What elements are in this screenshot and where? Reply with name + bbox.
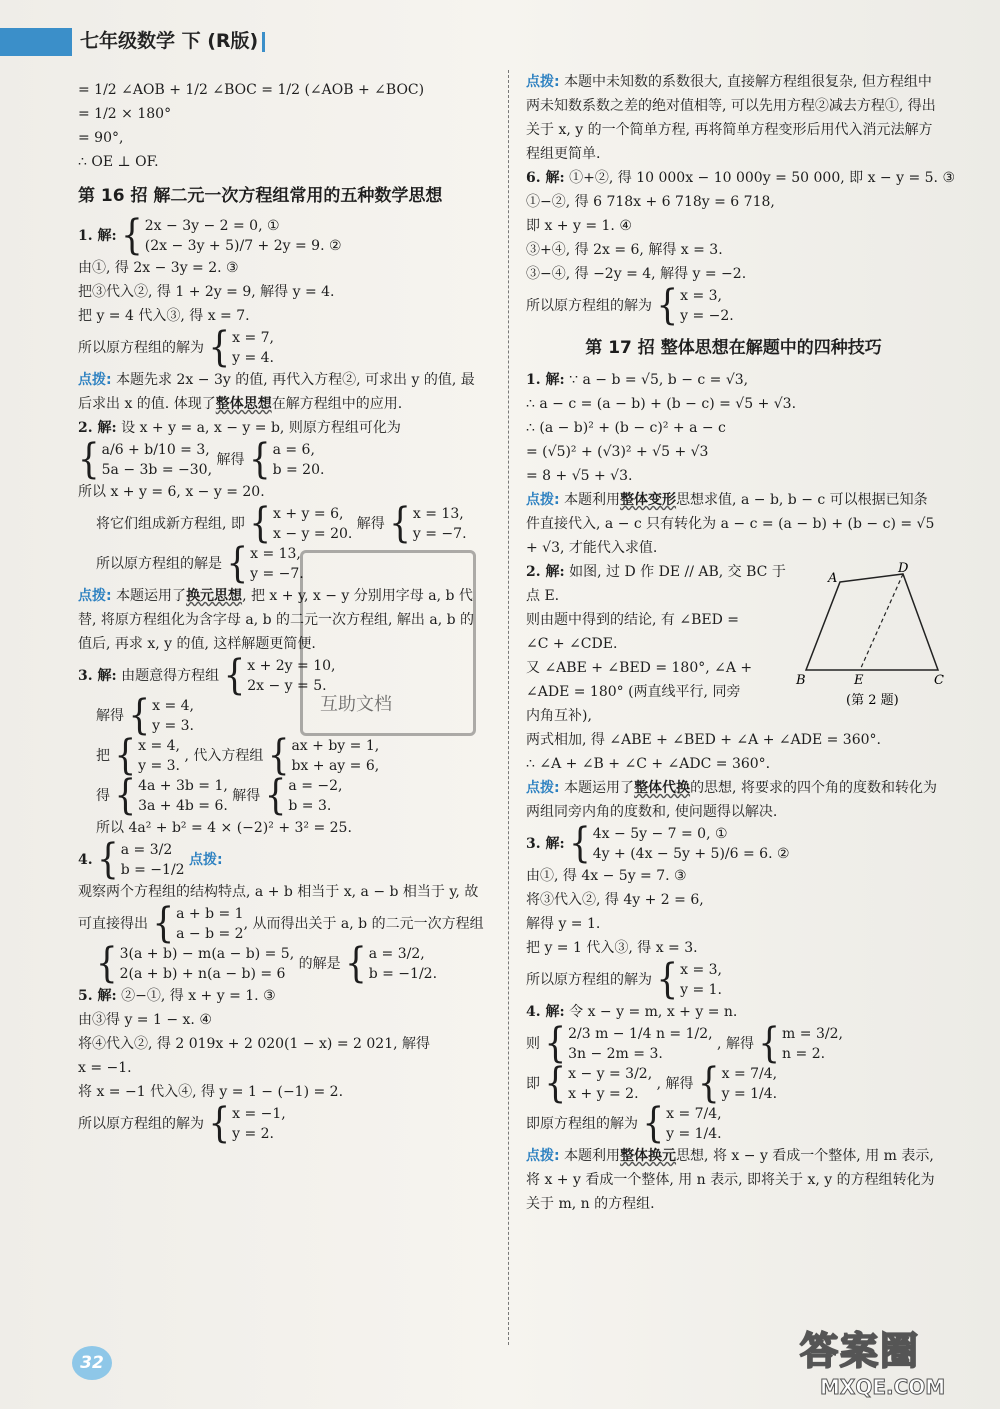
solution-value: b = −1/2. <box>368 966 438 982</box>
solution-value: x = 13, <box>412 506 464 522</box>
solution-value: b = 20. <box>272 462 325 478</box>
answer-line <box>526 282 941 330</box>
problem-6 <box>526 166 956 190</box>
answer-value: y = 1. <box>680 982 722 998</box>
answer-system: { x = 7/4, y = 1/4. <box>642 1100 722 1148</box>
tip-label: 点拨: <box>189 852 223 868</box>
solution-value: a = 3/2 <box>120 842 173 858</box>
tip-label: 点拨: <box>526 780 560 796</box>
problem-1 <box>78 212 488 260</box>
problem-label: 3. 解: <box>526 836 565 852</box>
solution-system: { a = −2, b = 3. <box>264 772 343 820</box>
equation-system: { 2x − 3y − 2 = 0, ① (2x − 3y + 5)/7 + 2y = 9. ② <box>121 212 342 260</box>
tip-text: 观察两个方程组的结构特点, a + b 相当于 x, a − b 相当于 y, 故可直接得出 <box>78 884 479 932</box>
solution-line: ∠ADE = 180° (两直线平行, 同旁 <box>526 684 741 700</box>
problem-label: 1. 解: <box>526 372 565 388</box>
tip-text: , 把 x + y, x − y 分别用字母 a, b 代替, 将原方程组化为含字母 a, b 的二元一次方程组, 解出 a, b 的值后, 再求 x, y 的值, 这样解题更简便. <box>78 588 475 652</box>
tip-text: 本题运用了 <box>564 780 635 796</box>
tip-emphasis: 整体思想 <box>215 396 272 412</box>
logo-text: 答案圈 <box>800 1329 921 1373</box>
answer-system: { x = 7, y = 4. <box>208 324 274 372</box>
solution-line: 如图, 过 D 作 DE // AB, 交 BC 于点 E. <box>526 564 786 604</box>
equation: 4y + (4x − 5y + 5)/6 = 6. ② <box>592 846 790 862</box>
equation: a + b = 1 <box>176 906 244 922</box>
solution-value: y = 3. <box>138 758 180 774</box>
trapezoid-figure <box>798 562 948 712</box>
solution-system: { x = 13, y = −7. <box>389 500 467 548</box>
tip-block <box>526 776 941 824</box>
solution-value: x = 4, <box>152 698 194 714</box>
solution-line: ③−④, 得 −2y = 4, 解得 y = −2. <box>526 266 747 282</box>
solution-value: b = 3. <box>288 798 332 814</box>
header-accent-bar <box>0 28 72 56</box>
tip-label: 点拨: <box>78 372 112 388</box>
problem-5 <box>78 984 488 1008</box>
solution-line: 由③得 y = 1 − x. ④ <box>78 1012 212 1028</box>
solution-line: 则由题中得到的结论, 有 ∠BED = <box>526 612 739 628</box>
solution-word: 则 <box>526 1036 540 1052</box>
solution-line: 令 x − y = m, x + y = n. <box>569 1004 738 1020</box>
equation-line <box>78 940 488 988</box>
solution-value: x = 7/4, <box>721 1066 778 1082</box>
equation: 4a + 3b = 1, <box>138 778 228 794</box>
solution-line: 将④代入②, 得 2 019x + 2 020(1 − x) = 2 021, 解得 <box>78 1036 431 1052</box>
equation-line <box>78 732 488 780</box>
page-number: 32 <box>72 1346 112 1380</box>
tip-text: 的解是 <box>298 956 341 972</box>
problem-1 <box>526 368 941 392</box>
solution-system: { a = 3/2, b = −1/2. <box>345 940 438 988</box>
equation-system: { 4a + 3b = 1, 3a + 4b = 6. <box>114 772 228 820</box>
tip-emphasis: 整体代换 <box>634 780 691 796</box>
equation-system: { ax + by = 1, bx + ay = 6, <box>267 732 380 780</box>
point-label-b: B <box>796 673 806 688</box>
solution-system: { a = 6, b = 20. <box>248 436 325 484</box>
solution-line: 由①, 得 4x − 5y = 7. ③ <box>526 868 687 884</box>
header-title: 七年级数学 下 (R版) <box>80 30 259 52</box>
equation-line <box>78 436 488 484</box>
tip-text: , 从而得出关于 a, b 的二元一次方程组 <box>243 916 484 932</box>
column-divider <box>508 70 509 1345</box>
solution-system: { a = 3/2 b = −1/2 <box>97 836 185 884</box>
equation-line <box>78 500 488 548</box>
tip-emphasis: 换元思想 <box>186 588 243 604</box>
solution-value: y = 1/4. <box>721 1086 778 1102</box>
solution-system: { x = 4, y = 3. <box>114 732 180 780</box>
solution-value: n = 2. <box>782 1046 826 1062</box>
intro-line: ∴ OE ⊥ OF. <box>78 154 159 170</box>
solution-value: y = 3. <box>152 718 194 734</box>
answer-value: y = −2. <box>680 308 734 324</box>
equation: x + y = 6, <box>273 506 344 522</box>
tip-text: 本题先求 2x − 3y 的值, 再代入方程②, 可求出 y 的值, 最后求出 x 的值. 体现了 <box>78 372 475 412</box>
solution-value: y = −7. <box>412 526 467 542</box>
solution-system: { x = 7/4, y = 1/4. <box>697 1060 778 1108</box>
point-label-d: D <box>898 561 909 576</box>
solution-value: a = 6, <box>272 442 315 458</box>
solution-line: ①−②, 得 6 718x + 6 718y = 6 718, <box>526 194 775 210</box>
answer-value: y = 1/4. <box>666 1126 722 1142</box>
answer-value: x = 13, <box>250 546 301 562</box>
page-header <box>80 26 265 53</box>
problem-label: 5. 解: <box>78 988 117 1004</box>
equation: 3(a + b) − m(a − b) = 5, <box>119 946 295 962</box>
answer-prefix: 所以原方程组的解为 <box>78 340 204 356</box>
solution-line: = 8 + √5 + √3. <box>526 468 633 484</box>
tip-block <box>526 70 941 166</box>
equation-line <box>526 1060 941 1108</box>
solution-value: a = −2, <box>288 778 343 794</box>
answer-prefix: 所以原方程组的解为 <box>78 1116 204 1132</box>
problem-3 <box>526 820 941 868</box>
equation-line <box>526 1020 941 1068</box>
tip-text: 本题利用 <box>564 492 621 508</box>
problem-label: 3. 解: <box>78 668 117 684</box>
tip-block <box>78 368 488 416</box>
equation-system: { x − y = 3/2, x + y = 2. <box>544 1060 653 1108</box>
equation: x − y = 20. <box>273 526 353 542</box>
equation: a/6 + b/10 = 3, <box>101 442 210 458</box>
equation: 2(a + b) + n(a − b) = 6 <box>119 966 286 982</box>
equation: 3a + 4b = 6. <box>138 798 228 814</box>
equation: 3n − 2m = 3. <box>568 1046 663 1062</box>
answer-value: y = 4. <box>232 350 274 366</box>
solution-line: ③+④, 得 2x = 6, 解得 x = 3. <box>526 242 723 258</box>
solution-value: b = −1/2 <box>120 862 185 878</box>
answer-prefix: 所以原方程组的解为 <box>526 972 652 988</box>
tip-label: 点拨: <box>78 588 112 604</box>
solution-line: ∠C + ∠CDE. <box>526 636 618 652</box>
solution-line: ∴ ∠A + ∠B + ∠C + ∠ADC = 360°. <box>526 756 771 772</box>
tip-label: 点拨: <box>526 74 560 90</box>
solution-line: 把③代入②, 得 1 + 2y = 9, 解得 y = 4. <box>78 284 335 300</box>
problem-4 <box>526 1000 941 1024</box>
equation: x − y = 3/2, <box>568 1066 653 1082</box>
answer-system: { x = 13, y = −7. <box>226 540 304 588</box>
equation: bx + ay = 6, <box>291 758 380 774</box>
solution-line: ∴ (a − b)² + (b − c)² + a − c <box>526 420 726 436</box>
solution-line: ①+②, 得 10 000x − 10 000y = 50 000, 即 x − y = 5. ③ <box>569 170 956 186</box>
equation-system: { a + b = 1 a − b = 2 <box>152 900 244 948</box>
solution-line: 将 x = −1 代入④, 得 y = 1 − (−1) = 2. <box>78 1084 344 1100</box>
problem-label: 2. 解: <box>78 420 117 436</box>
equation: 5a − 3b = −30, <box>101 462 213 478</box>
equation: x + y = 2. <box>568 1086 639 1102</box>
answer-value: x = 3, <box>680 288 722 304</box>
solution-line: = (√5)² + (√3)² + √5 + √3 <box>526 444 709 460</box>
tip-label: 点拨: <box>526 1148 560 1164</box>
problem-4 <box>78 836 488 884</box>
section-title-17: 第 17 招 整体思想在解题中的四种技巧 <box>585 338 882 358</box>
equation: ax + by = 1, <box>291 738 380 754</box>
tip-block <box>78 880 488 948</box>
solution-line: ∴ a − c = (a − b) + (b − c) = √5 + √3. <box>526 396 797 412</box>
answer-value: x = 3, <box>680 962 722 978</box>
section-title-16: 第 16 招 解二元一次方程组常用的五种数学思想 <box>78 186 443 206</box>
solution-system: { m = 3/2, n = 2. <box>758 1020 843 1068</box>
solved-word: 解得 <box>216 452 245 468</box>
dashed-line-de <box>860 574 903 670</box>
tip-label: 点拨: <box>526 492 560 508</box>
equation: x + 2y = 10, <box>247 658 336 674</box>
answer-system: { x = 3, y = 1. <box>656 956 722 1004</box>
solution-word: 把 <box>96 748 110 764</box>
equation: 2x − 3y − 2 = 0, ① <box>144 218 280 234</box>
equation: (2x − 3y + 5)/7 + 2y = 9. ② <box>144 238 342 254</box>
tip-block <box>526 1144 941 1216</box>
solution-line: 把 y = 1 代入③, 得 x = 3. <box>526 940 698 956</box>
solution-line: 将它们组成新方程组, 即 <box>96 516 245 532</box>
equation: 2x − y = 5. <box>247 678 327 694</box>
site-logo <box>800 1320 990 1400</box>
equation: 4x − 5y − 7 = 0, ① <box>592 826 728 842</box>
solution-line: ②−①, 得 x + y = 1. ③ <box>121 988 276 1004</box>
point-label-a: A <box>828 571 838 586</box>
tip-text: 本题利用 <box>564 1148 621 1164</box>
tip-text: 思想, 将 x − y 看成一个整体, 用 m 表示, 将 x + y 看成一个整体, 用 n 表示, 即将关于 x, y 的方程组转化为关于 m, n 的方程组. <box>526 1148 935 1212</box>
solution-word: , 代入方程组 <box>184 748 264 764</box>
solved-word: , 解得 <box>656 1076 694 1092</box>
solution-line: 把 y = 4 代入③, 得 x = 7. <box>78 308 250 324</box>
answer-prefix: 即原方程组的解为 <box>526 1116 638 1132</box>
equation-system: { 4x − 5y − 7 = 0, ① 4y + (4x − 5y + 5)/6 = 6. ② <box>569 820 790 868</box>
solution-system: { x = 4, y = 3. <box>128 692 194 740</box>
answer-line <box>78 324 488 372</box>
logo-url: MXQE.COM <box>820 1375 946 1399</box>
tip-text: 思想求值, a − b, b − c 可以根据已知条件直接代入, a − c 只有转化为 a − c = (a − b) + (b − c) = √5 + √3, 才能代入求值. <box>526 492 935 556</box>
tip-block <box>526 488 941 560</box>
answer-value: y = 2. <box>232 1126 274 1142</box>
solution-line: 两式相加, 得 ∠ABE + ∠BED + ∠A + ∠ADE = 360°. <box>526 732 881 748</box>
answer-value: x = −1, <box>232 1106 286 1122</box>
solution-line: 由题意得方程组 <box>121 668 220 684</box>
trapezoid-shape <box>806 574 938 670</box>
solution-value: a = 3/2, <box>368 946 425 962</box>
solution-line: 由①, 得 2x − 3y = 2. ③ <box>78 260 239 276</box>
problem-2-text <box>526 560 796 728</box>
solution-line: 所以 x + y = 6, x − y = 20. <box>78 484 265 500</box>
solution-line: 内角互补), <box>526 708 592 724</box>
tip-emphasis: 整体换元 <box>620 1148 677 1164</box>
solved-word: , 解得 <box>717 1036 754 1052</box>
solution-line: 所以 4a² + b² = 4 × (−2)² + 3² = 25. <box>96 820 352 836</box>
tip-text: 本题运用了 <box>116 588 187 604</box>
equation-system: { a/6 + b/10 = 3, 5a − 3b = −30, <box>78 436 213 484</box>
answer-system: { x = 3, y = −2. <box>656 282 734 330</box>
solution-line: 即 x + y = 1. ④ <box>526 218 632 234</box>
equation-system: { 2/3 m − 1/4 n = 1/2, 3n − 2m = 3. <box>544 1020 713 1068</box>
solution-word: 即 <box>526 1076 540 1092</box>
solved-word: 解得 <box>356 516 385 532</box>
equation-system: { 3(a + b) − m(a − b) = 5, 2(a + b) + n(a − b) = 6 <box>96 940 295 988</box>
answer-line <box>78 1100 488 1148</box>
solution-line: x = −1. <box>78 1060 132 1076</box>
solution-value: x = 4, <box>138 738 180 754</box>
tip-text: 的思想, 将要求的四个角的度数和转化为两组同旁内角的度数和, 使问题得以解决. <box>526 780 937 820</box>
solution-line: 解得 y = 1. <box>526 916 601 932</box>
point-label-e: E <box>854 673 864 688</box>
watermark-text: 互助文档 <box>320 694 392 715</box>
equation: a − b = 2 <box>176 926 244 942</box>
problem-2 <box>78 416 488 440</box>
solution-value: m = 3/2, <box>782 1026 843 1042</box>
equation-system: { x + 2y = 10, 2x − y = 5. <box>223 652 336 700</box>
point-label-c: C <box>934 673 944 688</box>
tip-text: 在解方程组中的应用. <box>271 396 403 412</box>
solution-line: 设 x + y = a, x − y = b, 则原方程组可化为 <box>121 420 401 436</box>
equation-line <box>78 772 488 820</box>
solution-line: ∵ a − b = √5, b − c = √3, <box>569 372 749 388</box>
problem-label: 4. <box>78 852 93 868</box>
intro-line: = 90°, <box>78 130 124 146</box>
header-divider <box>262 32 265 52</box>
tip-text: 本题中未知数的系数很大, 直接解方程组很复杂, 但方程组中两未知数系数之差的绝对值相等, 可以先用方程②减去方程①, 得出关于 x, y 的一个简单方程, 再将简单方程变形后用代入消元法解方程组更简单. <box>526 74 936 162</box>
intro-line: = 1/2 × 180° <box>78 106 172 122</box>
answer-value: x = 7/4, <box>666 1106 722 1122</box>
answer-system: { x = −1, y = 2. <box>208 1100 286 1148</box>
equation: 2/3 m − 1/4 n = 1/2, <box>568 1026 713 1042</box>
answer-prefix: 所以原方程组的解是 <box>96 556 222 572</box>
solution-word: 得 <box>96 788 110 804</box>
intro-line: = 1/2 ∠AOB + 1/2 ∠BOC = 1/2 (∠AOB + ∠BOC) <box>78 82 425 98</box>
problem-label: 2. 解: <box>526 564 565 580</box>
solution-line: 又 ∠ABE + ∠BED = 180°, ∠A + <box>526 660 753 676</box>
tip-emphasis: 整体变形 <box>620 492 677 508</box>
answer-line <box>526 956 941 1004</box>
answer-value: y = −7. <box>250 566 304 582</box>
answer-value: x = 7, <box>232 330 274 346</box>
solved-word: 解得 <box>232 788 261 804</box>
equation-system: { x + y = 6, x − y = 20. <box>249 500 353 548</box>
solution-line: 将③代入②, 得 4y + 2 = 6, <box>526 892 704 908</box>
problem-label: 1. 解: <box>78 228 117 244</box>
figure-caption: (第 2 题) <box>846 693 899 708</box>
answer-prefix: 所以原方程组的解为 <box>526 298 652 314</box>
problem-label: 6. 解: <box>526 170 565 186</box>
answer-line <box>526 1100 941 1148</box>
problem-label: 4. 解: <box>526 1004 565 1020</box>
solved-word: 解得 <box>96 708 124 724</box>
